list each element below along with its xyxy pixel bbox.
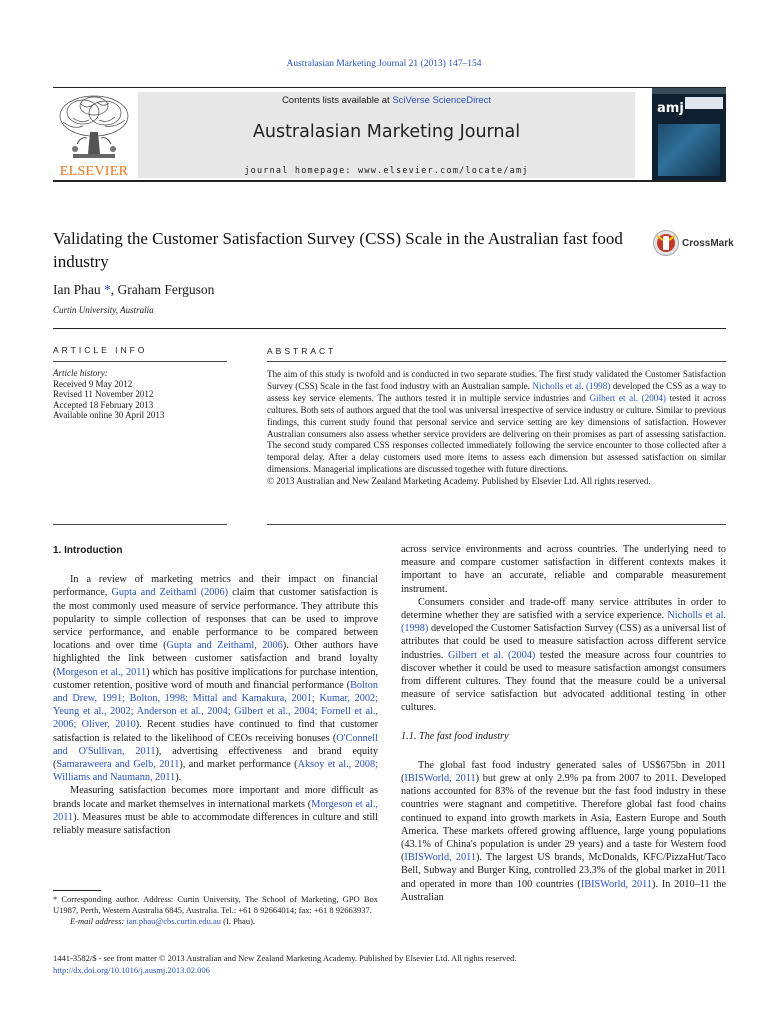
body-text: In a review of marketing metrics and their impact on financial performance,: [53, 574, 378, 599]
citation-link[interactable]: IBISWorld, 2011: [404, 773, 476, 785]
body-text: Measuring satisfaction becomes more important and more difficult as brands locate and market themselves in international markets (: [53, 785, 378, 810]
history-received: Received 9 May 2012: [53, 378, 133, 389]
abstract-bottom-rule: [267, 524, 726, 525]
cover-label-strip: [685, 97, 723, 109]
intro-paragraph-2: [53, 784, 378, 837]
body-text: ).: [175, 772, 182, 784]
cover-title: amj: [657, 101, 684, 116]
cover-artwork: [658, 124, 720, 176]
body-text: ). The largest US brands, McDonalds, KFC/PizzaHut/Taco Bell, Subway and Burger King, controlled 23.3% of the global market in 2011 and operated in more than 100 countries (: [401, 852, 726, 890]
abstract-paragraph: [267, 369, 726, 476]
affiliation-rule: [53, 328, 726, 329]
author-list: [53, 282, 214, 298]
citation-link[interactable]: Bolton and Drew, 1991; Bolton, 1998; Mittal and Kamakura, 2001; Kumar, 2002; Yeung et al., 2002; Anderson et al., 2004; Gilbert et al., 2004; Fornell et al., 2006; Oliver, 2010: [53, 679, 378, 731]
crossmark-label: CrossMark: [682, 238, 734, 249]
journal-cover: [652, 88, 726, 180]
header-top-rule: [53, 87, 726, 88]
body-text: tested the measure across four countries to discover whether it could be used to measure satisfaction amongst consumers from different cultures. They found that the measure could be a universal measure of service satisfaction but advocated additional testing in other cultures.: [401, 649, 727, 714]
front-matter: [53, 953, 516, 976]
email-label: E-mail address:: [70, 916, 127, 927]
elsevier-tree-icon: [53, 92, 135, 162]
abstract-rule: [267, 361, 726, 362]
body-text: claim that customer satisfaction is the most commonly used measure of service performance. They attribute this popularity to simple collection of responses that can be used to improve service performance, and enable performance to be compared between locations and over time (: [53, 587, 378, 652]
history-accepted: Accepted 18 February 2013: [53, 399, 154, 410]
citation-link[interactable]: Nicholls et al. (1998): [401, 610, 726, 635]
journal-header-box: [138, 92, 635, 178]
body-column-left: [53, 544, 378, 837]
citation-link[interactable]: IBISWorld, 2011: [404, 852, 476, 864]
article-info-bottom-rule: [53, 524, 227, 525]
body-column-right: [401, 543, 726, 904]
intro-paragraph-continued: across service environments and across countries. The underlying need to measure and compare customer satisfaction in different contexts makes it important to have an accurate, reliable and comparable measurement instrument.: [401, 544, 726, 595]
abstract-text-3: tested it across cultures. Both sets of authors argued that the tool was universal irrespective of service industry or culture. Similar to previous findings, this current study found that personal service and service setting are key dimensions of satisfaction. However Australian consumers also assess whether service providers are delivering on their promises as part of assessing satisfaction. The second study compared CSS responses collected immediately following the service encounter to those collected after a temporal delay. After a delay customers used more items to assess each dimension but assessed satisfaction on similar dimensions. Managerial implications are discussed together with future directions.: [267, 392, 726, 475]
body-text: ). Recent studies have continued to find that customer satisfaction is related to the likelihood of CEOs receiving bonuses (: [53, 719, 378, 744]
subsection-heading-fast-food: 1.1. The fast food industry: [401, 730, 509, 742]
abstract-body: [267, 369, 726, 488]
citation-link[interactable]: Gilbert et al. (2004): [589, 392, 666, 403]
citation-link[interactable]: Gilbert et al. (2004): [447, 649, 536, 661]
abstract-text-2: developed the CSS as a way to assess key service elements. The authors tested it in multiple service industries and: [267, 380, 727, 403]
author-phau: Ian Phau: [53, 282, 104, 297]
journal-citation[interactable]: Australasian Marketing Journal 21 (2013) 147–154: [286, 59, 482, 69]
citation-link[interactable]: IBISWorld, 2011: [580, 878, 653, 890]
citation-link[interactable]: Samaraweera and Gelb, 2011: [56, 759, 180, 771]
citation-link[interactable]: Morgeson et al., 2011: [56, 666, 147, 678]
front-matter-issn: 1441-3582/$ - see front matter © 2013 Australian and New Zealand Marketing Academy. Published by Elsevier Ltd. All rights reserved.: [53, 953, 517, 963]
doi-link[interactable]: http://dx.doi.org/10.1016/j.ausmj.2013.02.006: [53, 964, 210, 975]
footnote-text: * Corresponding author. Address: Curtin University, The School of Marketing, GPO Box U1987, Perth, Western Australia 6845, Australia. Tel.: +61 8 92664014; fax: +61 8 92663937.: [53, 894, 378, 916]
journal-homepage[interactable]: journal homepage: www.elsevier.com/locate/amj: [244, 166, 529, 176]
cover-top-band: [652, 88, 726, 94]
intro-paragraph-3: [401, 596, 726, 715]
body-text: ). In 2010–11 the Australian: [401, 878, 727, 903]
body-text: ) but grew at only 2.9% pa from 2007 to 2011. Developed nations accounted for 83% of the revenue but the fast food industry in these countries were stagnant and competitive. Therefore global fast food chains continued to expand into growth markets in Asia, Eastern Europe and South America. These markets offered growing affluence, large young populations (43.1% of China's population is under 29 years) and a taste for Western food (: [401, 773, 726, 864]
citation-link[interactable]: Nicholls et al. (1998): [532, 380, 611, 391]
footnote-rule: [53, 890, 101, 891]
sciencedirect-link[interactable]: SciVerse ScienceDirect: [392, 95, 492, 106]
journal-title: Australasian Marketing Journal: [252, 122, 521, 142]
body-text: ), and market performance (: [179, 759, 298, 771]
contents-prefix: Contents lists available at: [281, 95, 393, 106]
body-text: The global fast food industry generated sales of US$675bn in 2011 (: [401, 759, 726, 785]
email-suffix: (I. Phau).: [221, 916, 256, 927]
body-text: developed the Customer Satisfaction Survey (CSS) as a universal list of attributes that could be used to measure satisfaction across different service industries.: [401, 623, 726, 661]
history-revised: Revised 11 November 2012: [53, 389, 154, 400]
abstract-copyright: © 2013 Australian and New Zealand Marketing Academy. Published by Elsevier Ltd. All rights reserved.: [267, 476, 651, 487]
corresponding-author-footnote: [53, 894, 378, 928]
contents-line: [138, 95, 635, 106]
abstract-heading: ABSTRACT: [267, 346, 337, 356]
citation-link[interactable]: Morgeson et al., 2011: [53, 798, 378, 823]
article-info-heading: ARTICLE INFO: [53, 345, 148, 355]
header-bottom-rule: [53, 180, 726, 182]
history-online: Available online 30 April 2013: [53, 410, 165, 421]
citation-link[interactable]: Gupta and Zeithaml, 2006: [166, 640, 283, 652]
crossmark-badge[interactable]: [652, 229, 732, 259]
author-affiliation: Curtin University, Australia: [53, 305, 154, 315]
body-text: ), advertising effectiveness and brand equity (: [53, 745, 379, 771]
article-history-label: Article history:: [53, 368, 108, 378]
citation-link[interactable]: Aksoy et al., 2008; Williams and Naumann, 2011: [53, 759, 378, 784]
body-text: ). Measures must be able to accommodate differences in culture and still reliably measure satisfaction: [53, 811, 378, 837]
citation-link[interactable]: Gupta and Zeithaml (2006): [111, 587, 229, 599]
article-info-rule: [53, 361, 227, 362]
elsevier-wordmark: ELSEVIER: [59, 164, 129, 179]
article-title: Validating the Customer Satisfaction Survey (CSS) Scale in the Australian fast food industry: [53, 229, 623, 271]
intro-paragraph-1: [53, 573, 378, 784]
body-text: Consumers consider and trade-off many service attributes in order to determine whether they are satisfied with a service experience.: [401, 596, 726, 622]
body-text: ) which has positive implications for purchase intention, customer retention, positive word of mouth and financial performance (: [53, 666, 379, 691]
article-history: [53, 368, 227, 421]
crossmark-icon: [652, 229, 680, 257]
body-text: ). Other authors have highlighted the link between customer satisfaction and brand loyalty (: [53, 640, 378, 678]
elsevier-logo: [53, 92, 135, 180]
footnote-email-line: [53, 916, 378, 927]
citation-link[interactable]: O'Connell and O'Sullivan, 2011: [53, 732, 378, 757]
corresponding-author-mark[interactable]: *: [104, 282, 111, 297]
author-email-link[interactable]: ian.phau@cbs.curtin.edu.au: [126, 916, 222, 927]
section-heading-introduction: 1. Introduction: [53, 545, 123, 556]
fast-food-paragraph: [401, 759, 726, 904]
author-ferguson: , Graham Ferguson: [110, 282, 215, 297]
abstract-text-1: The aim of this study is twofold and is conducted in two separate studies. The first study validated the Customer Satisfaction Survey (CSS) Scale in the fast food industry with an Australian sample.: [267, 369, 726, 391]
